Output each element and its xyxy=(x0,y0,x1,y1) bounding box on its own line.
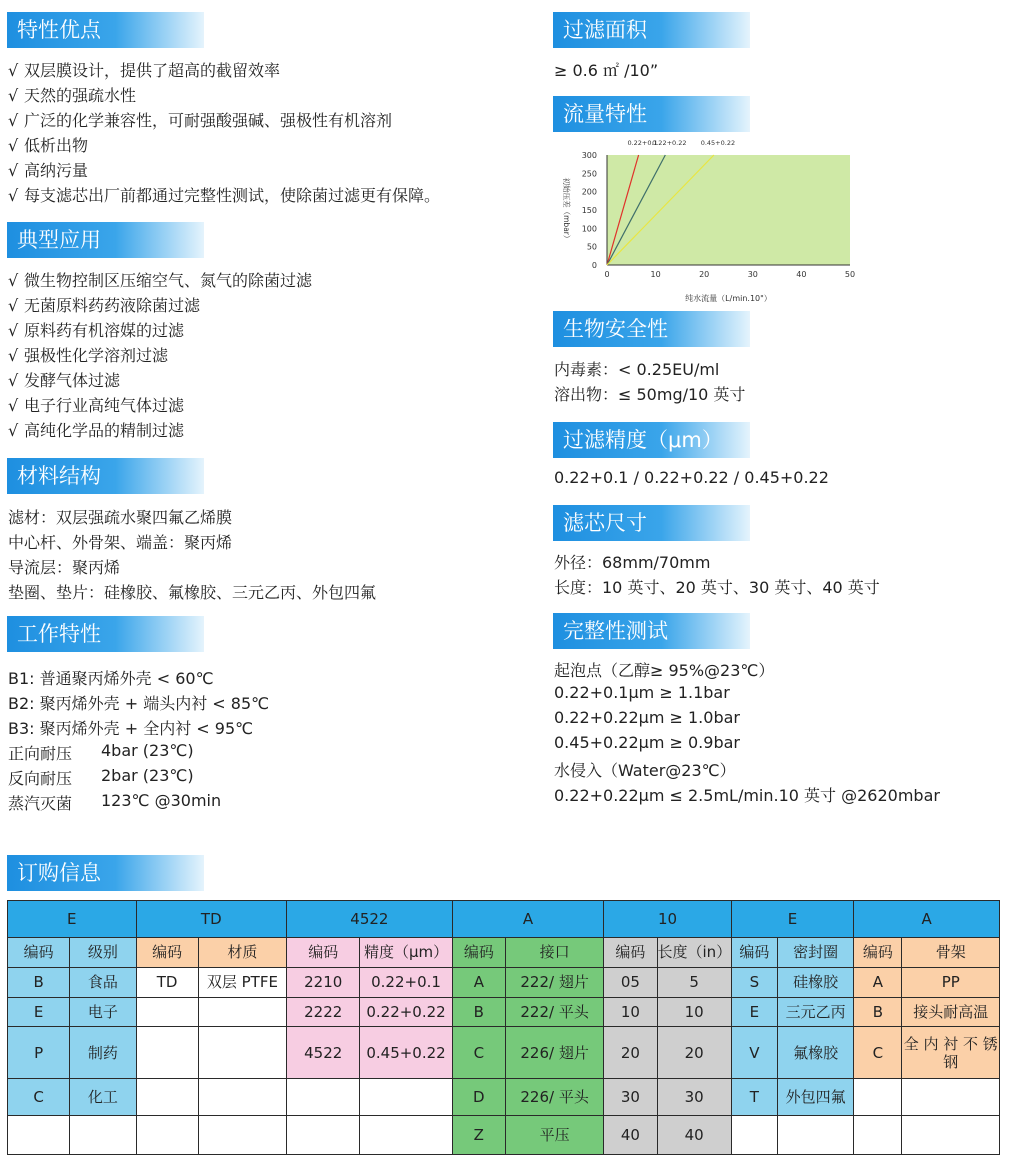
x-tick-label: 20 xyxy=(699,270,710,279)
table-row xyxy=(8,997,1000,1027)
list-item xyxy=(8,108,392,131)
list-item xyxy=(8,83,136,106)
precision-header: 过滤精度（μm） xyxy=(553,422,750,458)
table-cell: A xyxy=(854,967,902,997)
list-item-text: 天然的强疏水性 xyxy=(24,86,137,105)
size-line: 长度：10 英寸、20 英寸、30 英寸、40 英寸 xyxy=(554,578,880,597)
precision-code-header: 4522 xyxy=(287,901,453,938)
list-item xyxy=(8,368,120,391)
integrity-line: 0.22+0.22μm ≤ 2.5mL/min.10 英寸 @2620mbar xyxy=(554,786,940,805)
table-cell: S xyxy=(731,967,777,997)
frame-code-header: A xyxy=(854,901,1000,938)
table-cell xyxy=(198,1078,286,1115)
table-cell: D xyxy=(452,1078,505,1115)
table-cell: 2210 xyxy=(287,967,360,997)
column-header: 编码 xyxy=(136,938,198,968)
table-cell: 平压 xyxy=(505,1115,603,1154)
table-cell xyxy=(136,997,198,1027)
table-cell: 30 xyxy=(604,1078,657,1115)
y-axis-title: 初始压差（mbar） xyxy=(562,177,571,243)
size-line: 外径：68mm/70mm xyxy=(554,553,711,572)
check-icon: √ xyxy=(8,61,19,80)
table-cell xyxy=(854,1078,902,1115)
table-cell: 全 内 衬 不 锈 钢 xyxy=(902,1027,1000,1078)
table-cell: 外包四氟 xyxy=(777,1078,853,1115)
table-cell: 接头耐高温 xyxy=(902,997,1000,1027)
applications-header: 典型应用 xyxy=(7,222,204,258)
column-header: 接口 xyxy=(505,938,603,968)
table-cell xyxy=(777,1115,853,1154)
column-header: 编码 xyxy=(8,938,70,968)
table-cell: 226/ 平头 xyxy=(505,1078,603,1115)
table-cell xyxy=(198,1027,286,1078)
table-row xyxy=(8,967,1000,997)
order-subheader-row xyxy=(8,938,1000,968)
table-cell: 0.22+0.22 xyxy=(360,997,452,1027)
working-line: B1: 普通聚丙烯外壳 < 60℃ xyxy=(8,669,214,688)
table-cell: 40 xyxy=(604,1115,657,1154)
table-cell: 制药 xyxy=(70,1027,136,1078)
integrity-line: 0.22+0.1μm ≥ 1.1bar xyxy=(554,683,730,702)
list-item xyxy=(8,318,184,341)
working-line: B2: 聚丙烯外壳 + 端头内衬 < 85℃ xyxy=(8,694,270,713)
table-row xyxy=(8,1078,1000,1115)
area-header: 过滤面积 xyxy=(553,12,750,48)
table-cell xyxy=(287,1115,360,1154)
area-value: ≥ 0.6 ㎡ /10” xyxy=(554,61,659,80)
table-cell: B xyxy=(8,967,70,997)
x-tick-label: 40 xyxy=(796,270,807,279)
table-cell: P xyxy=(8,1027,70,1078)
table-cell xyxy=(8,1115,70,1154)
table-cell: 2222 xyxy=(287,997,360,1027)
material-code-header: TD xyxy=(136,901,287,938)
y-tick-label: 300 xyxy=(581,151,597,160)
precision-value: 0.22+0.1 / 0.22+0.22 / 0.45+0.22 xyxy=(554,468,829,487)
check-icon: √ xyxy=(8,161,19,180)
table-cell xyxy=(198,997,286,1027)
table-cell: A xyxy=(452,967,505,997)
table-cell: 4522 xyxy=(287,1027,360,1078)
table-cell: 0.45+0.22 xyxy=(360,1027,452,1078)
table-cell: B xyxy=(452,997,505,1027)
table-cell: 20 xyxy=(604,1027,657,1078)
check-icon: √ xyxy=(8,371,19,390)
column-header: 级别 xyxy=(70,938,136,968)
flow-header: 流量特性 xyxy=(553,96,750,132)
list-item-text: 原料药有机溶媒的过滤 xyxy=(24,321,185,340)
list-item-text: 高纳污量 xyxy=(24,161,89,180)
table-cell: 10 xyxy=(604,997,657,1027)
steam-sterilization-label: 蒸汽灭菌 xyxy=(8,794,73,813)
list-item xyxy=(8,293,200,316)
column-header: 长度（in） xyxy=(657,938,731,968)
list-item xyxy=(8,393,184,416)
column-header: 编码 xyxy=(287,938,360,968)
table-cell xyxy=(902,1078,1000,1115)
y-tick-label: 250 xyxy=(581,169,597,179)
materials-line: 垫圈、垫片：硅橡胶、氟橡胶、三元乙丙、外包四氟 xyxy=(8,583,377,602)
pressure-forward-value: 4bar (23℃) xyxy=(101,741,194,760)
list-item-text: 电子行业高纯气体过滤 xyxy=(24,396,185,415)
materials-line: 滤材：双层强疏水聚四氟乙烯膜 xyxy=(8,508,233,527)
table-cell: 硅橡胶 xyxy=(777,967,853,997)
list-item-text: 低析出物 xyxy=(24,136,89,155)
list-item-text: 微生物控制区压缩空气、氮气的除菌过滤 xyxy=(24,271,313,290)
table-cell xyxy=(136,1027,198,1078)
table-cell: 电子 xyxy=(70,997,136,1027)
table-cell: 0.22+0.1 xyxy=(360,967,452,997)
table-cell: 226/ 翅片 xyxy=(505,1027,603,1078)
x-tick-label: 10 xyxy=(650,270,661,279)
table-cell: E xyxy=(731,997,777,1027)
list-item-text: 无菌原料药药液除菌过滤 xyxy=(24,296,201,315)
table-cell: E xyxy=(8,997,70,1027)
table-cell: 20 xyxy=(657,1027,731,1078)
plot-area xyxy=(607,155,850,265)
flow-chart xyxy=(555,135,865,307)
table-cell: B xyxy=(854,997,902,1027)
table-cell xyxy=(360,1078,452,1115)
column-header: 精度（μm） xyxy=(360,938,452,968)
table-cell: 5 xyxy=(657,967,731,997)
list-item xyxy=(8,343,168,366)
check-icon: √ xyxy=(8,186,19,205)
x-tick-label: 30 xyxy=(747,270,758,279)
table-cell: 222/ 平头 xyxy=(505,997,603,1027)
table-cell: C xyxy=(854,1027,902,1078)
column-header: 编码 xyxy=(452,938,505,968)
table-cell: PP xyxy=(902,967,1000,997)
table-cell xyxy=(731,1115,777,1154)
series-label: 0.22+0.1 xyxy=(627,139,658,147)
list-item-text: 广泛的化学兼容性，可耐强酸强碱、强极性有机溶剂 xyxy=(24,111,393,130)
table-cell: 食品 xyxy=(70,967,136,997)
check-icon: √ xyxy=(8,111,19,130)
pressure-forward-label: 正向耐压 xyxy=(8,744,73,763)
column-header: 骨架 xyxy=(902,938,1000,968)
order-table xyxy=(7,900,1000,1155)
integrity-line: 0.45+0.22μm ≥ 0.9bar xyxy=(554,733,740,752)
column-header: 编码 xyxy=(604,938,657,968)
column-header: 编码 xyxy=(854,938,902,968)
list-item xyxy=(8,418,184,441)
table-cell xyxy=(136,1078,198,1115)
seal-code-header: E xyxy=(731,901,853,938)
features-header: 特性优点 xyxy=(7,12,204,48)
working-header: 工作特性 xyxy=(7,616,204,652)
integrity-line: 起泡点（乙醇≥ 95%@23℃） xyxy=(554,661,775,680)
steam-sterilization-value: 123℃ @30min xyxy=(101,791,222,810)
x-tick-label: 0 xyxy=(604,270,610,279)
check-icon: √ xyxy=(8,86,19,105)
table-cell: TD xyxy=(136,967,198,997)
list-item xyxy=(8,158,88,181)
series-label: 0.22+0.22 xyxy=(652,139,687,147)
table-cell: 05 xyxy=(604,967,657,997)
table-cell: 化工 xyxy=(70,1078,136,1115)
check-icon: √ xyxy=(8,346,19,365)
materials-header: 材料结构 xyxy=(7,458,204,494)
materials-line: 导流层：聚丙烯 xyxy=(8,558,121,577)
y-tick-label: 50 xyxy=(586,242,597,252)
table-cell xyxy=(902,1115,1000,1154)
order-header: 订购信息 xyxy=(7,855,204,891)
series-label: 0.45+0.22 xyxy=(700,139,736,147)
integrity-line: 水侵入（Water@23℃） xyxy=(554,761,736,780)
table-cell xyxy=(287,1078,360,1115)
table-cell: C xyxy=(8,1078,70,1115)
list-item xyxy=(8,58,280,81)
table-cell: 30 xyxy=(657,1078,731,1115)
table-cell: 222/ 翅片 xyxy=(505,967,603,997)
check-icon: √ xyxy=(8,421,19,440)
table-cell: Z xyxy=(452,1115,505,1154)
y-tick-label: 150 xyxy=(581,206,597,215)
list-item-text: 高纯化学品的精制过滤 xyxy=(24,421,185,440)
table-cell: V xyxy=(731,1027,777,1078)
table-cell xyxy=(360,1115,452,1154)
length-code-header: 10 xyxy=(604,901,731,938)
list-item-text: 每支滤芯出厂前都通过完整性测试，使除菌过滤更有保障。 xyxy=(24,186,441,205)
table-row xyxy=(8,1115,1000,1154)
table-cell: 10 xyxy=(657,997,731,1027)
table-cell: 三元乙丙 xyxy=(777,997,853,1027)
table-cell xyxy=(70,1115,136,1154)
table-cell xyxy=(136,1115,198,1154)
y-tick-label: 0 xyxy=(591,261,597,270)
order-code-row xyxy=(8,901,1000,938)
x-tick-label: 50 xyxy=(844,270,856,279)
table-row xyxy=(8,1027,1000,1078)
check-icon: √ xyxy=(8,136,19,155)
check-icon: √ xyxy=(8,296,19,315)
list-item-text: 强极性化学溶剂过滤 xyxy=(24,346,169,365)
pressure-reverse-value: 2bar (23℃) xyxy=(101,766,194,785)
table-cell: 氟橡胶 xyxy=(777,1027,853,1078)
interface-code-header: A xyxy=(452,901,604,938)
table-cell: 40 xyxy=(657,1115,731,1154)
table-cell: C xyxy=(452,1027,505,1078)
grade-code-header: E xyxy=(8,901,137,938)
y-tick-label: 100 xyxy=(581,224,597,234)
integrity-line: 0.22+0.22μm ≥ 1.0bar xyxy=(554,708,740,727)
check-icon: √ xyxy=(8,321,19,340)
size-header: 滤芯尺寸 xyxy=(553,505,750,541)
list-item xyxy=(8,133,88,156)
biosafety-line: 溶出物：≤ 50mg/10 英寸 xyxy=(554,385,746,404)
table-cell: 双层 PTFE xyxy=(198,967,286,997)
list-item xyxy=(8,268,312,291)
materials-line: 中心杆、外骨架、端盖：聚丙烯 xyxy=(8,533,233,552)
column-header: 材质 xyxy=(198,938,286,968)
list-item-text: 发酵气体过滤 xyxy=(24,371,121,390)
biosafety-line: 内毒素：< 0.25EU/ml xyxy=(554,360,720,379)
pressure-reverse-label: 反向耐压 xyxy=(8,769,73,788)
x-axis-title: 纯水流量（L/min.10"） xyxy=(685,294,772,303)
biosafety-header: 生物安全性 xyxy=(553,311,750,347)
check-icon: √ xyxy=(8,396,19,415)
integrity-header: 完整性测试 xyxy=(553,613,750,649)
y-tick-label: 200 xyxy=(581,187,597,197)
column-header: 编码 xyxy=(731,938,777,968)
table-cell xyxy=(198,1115,286,1154)
table-cell: T xyxy=(731,1078,777,1115)
column-header: 密封圈 xyxy=(777,938,853,968)
check-icon: √ xyxy=(8,271,19,290)
working-line: B3: 聚丙烯外壳 + 全内衬 < 95℃ xyxy=(8,719,254,738)
list-item xyxy=(8,183,440,206)
list-item-text: 双层膜设计，提供了超高的截留效率 xyxy=(24,61,281,80)
table-cell xyxy=(854,1115,902,1154)
